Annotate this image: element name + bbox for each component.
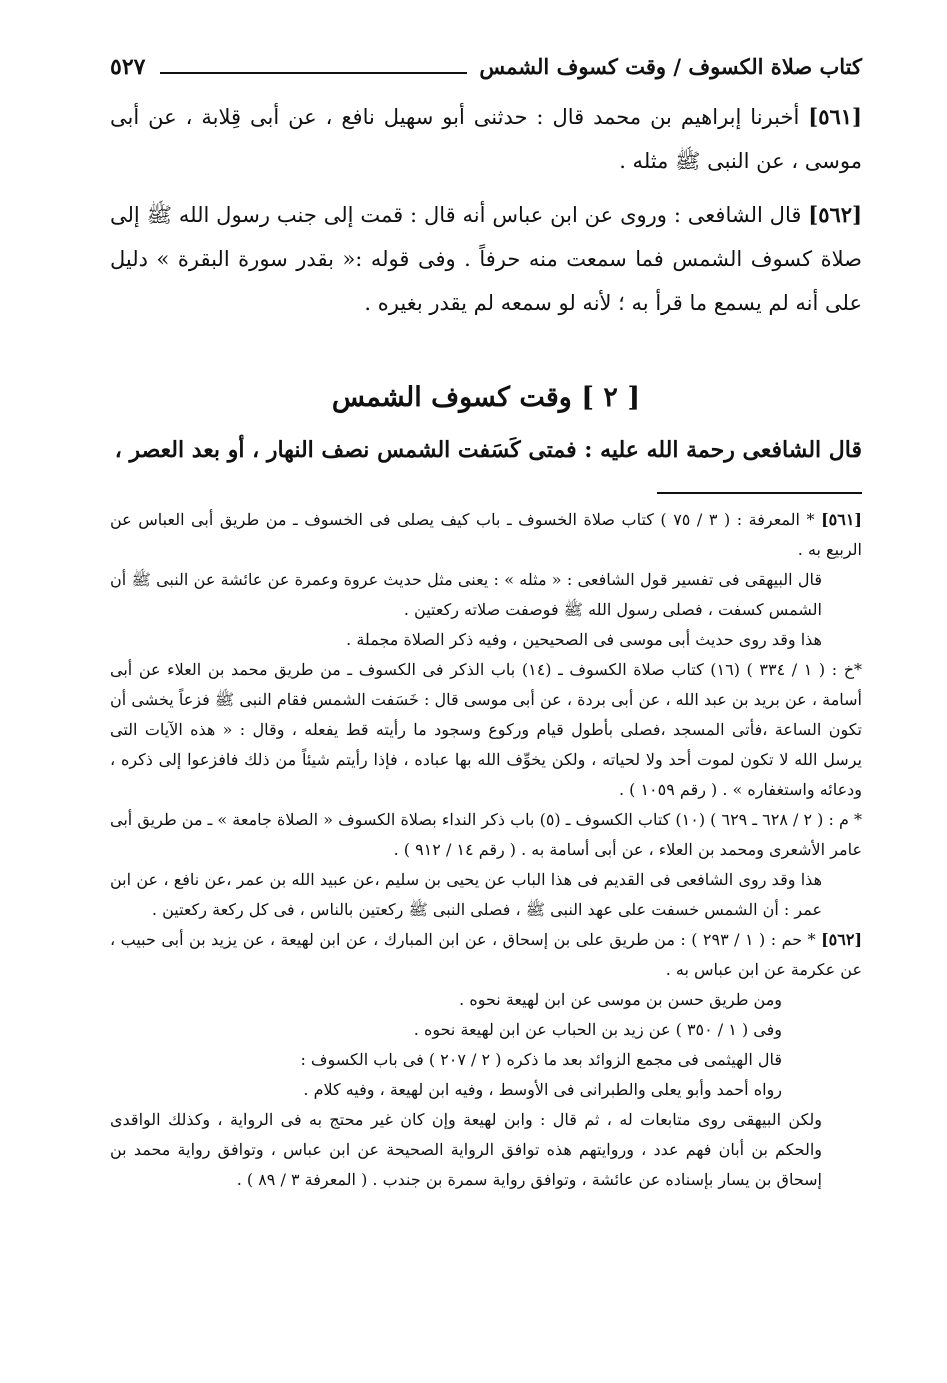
footnote-text: هذا وقد روى حديث أبى موسى فى الصحيحين ، وفيه ذكر الصلاة مجملة . — [346, 630, 822, 649]
footnote-561-head — [110, 505, 862, 565]
footnote-text: * المعرفة : ( ٣ / ٧٥ ) كتاب صلاة الخسوف ـ باب كيف يصلى فى الخسوف ـ من طريق أبى العباس عن الربيع به . — [110, 510, 862, 559]
paragraph-text: قال الشافعى : وروى عن ابن عباس أنه قال : قمت إلى جنب رسول الله ﷺ إلى صلاة كسوف الشمس فما سمعت منه حرفاً . وفى قوله :« بقدر سورة البقرة » دليل على أنه لم يسمع ما قرأ به ؛ لأنه لو سمعه لم يقدر بغيره . — [110, 203, 862, 315]
footnote-text: ومن طريق حسن بن موسى عن ابن لهيعة نحوه . — [459, 990, 782, 1009]
header-title: كتاب صلاة الكسوف / وقت كسوف الشمس — [479, 54, 862, 79]
header-rule — [160, 72, 467, 74]
footnote-562-head — [110, 925, 862, 985]
footnote-text: * م : ( ٢ / ٦٢٨ ـ ٦٢٩ ) (١٠) كتاب الكسوف ـ (٥) باب ذكر النداء بصلاة الكسوف « الصلاة جامعة » ـ من طريق أبى عامر الأشعرى ومحمد بن العلاء ، عن أبى أسامة به . ( رقم ١٤ / ٩١٢ ) . — [110, 810, 862, 859]
footnote-label: [٥٦٢] — [821, 930, 863, 949]
paragraph-number: [٥٦٢] — [808, 202, 862, 227]
section-lead-text: قال الشافعى رحمة الله عليه : فمتى كَسَفت الشمس نصف النهار ، أو بعد العصر ، — [114, 437, 862, 463]
footnote-text: * حم : ( ١ / ٢٩٣ ) : من طريق على بن إسحاق ، عن ابن المبارك ، عن ابن لهيعة ، عن يزيد بن أبى حبيب ، عن عكرمة عن ابن عباس به . — [110, 930, 862, 979]
footnote-text: قال الهيثمى فى مجمع الزوائد بعد ما ذكره ( ٢ / ٢٠٧ ) فى باب الكسوف : — [300, 1050, 782, 1069]
footnote-text: قال البيهقى فى تفسير قول الشافعى : « مثله » : يعنى مثل حديث عروة وعمرة عن عائشة عن النبى ﷺ أن الشمس كسفت ، فصلى رسول الله ﷺ فوصفت صلاته ركعتين . — [110, 570, 823, 619]
paragraph-number: [٥٦١] — [808, 104, 862, 129]
footnotes — [110, 505, 862, 1195]
running-header — [110, 50, 862, 90]
footnote-label: [٥٦١] — [821, 510, 862, 529]
footnote-text: رواه أحمد وأبو يعلى والطبرانى فى الأوسط ، وفيه ابن لهيعة ، وفيه كلام . — [303, 1080, 782, 1099]
paragraph-text: أخبرنا إبراهيم بن محمد قال : حدثنى أبو سهيل نافع ، عن أبى قِلابة ، عن أبى موسى ، عن النبى ﷺ مثله . — [110, 105, 862, 173]
footnote-text: ولكن البيهقى روى متابعات له ، ثم قال : وابن لهيعة وإن كان غير محتج به فى الرواية ، وكذلك الواقدى والحكم بن أبان فهم عدد ، وروايتهم هذه توافق الرواية الصحيحة عن ابن عباس ، وتوافق رواية محمد بن إسحاق بن يسار بإسناده عن عائشة ، وتوافق رواية سمرة بن جندب . ( المعرفة ٣ / ٨٩ ) . — [110, 1110, 822, 1189]
footnote-rule — [657, 492, 862, 494]
footnote-text: *خ : ( ١ / ٣٣٤ ) (١٦) كتاب صلاة الكسوف ـ (١٤) باب الذكر فى الكسوف ـ من طريق محمد بن العلاء عن أبى أسامة ، عن بريد بن عبد الله ، عن أبى بردة ، عن أبى موسى قال : خَسَفت الشمس فقام النبى ﷺ فزعاً يخشى أن تكون الساعة ،فأتى المسجد ،فصلى بأطول قيام وركوع وسجود ما رأيته قط يفعله ، وقال : « هذه الآيات التى يرسل الله لا تكون لموت أحد ولا لحياته ، ولكن يخوِّف الله بها عباده ، فإذا رأيتم شيئاً من ذلك فافزعوا إلى ذكره ، ودعائه واستغفاره » . ( رقم ١٠٥٩ ) . — [110, 660, 863, 799]
section-heading: [ ٢ ] وقت كسوف الشمس — [331, 382, 641, 413]
main-text — [110, 95, 862, 335]
page-number: ٥٢٧ — [110, 54, 146, 80]
footnote-text: وفى ( ١ / ٣٥٠ ) عن زيد بن الحباب عن ابن لهيعة نحوه . — [413, 1020, 782, 1039]
paragraph-562 — [110, 193, 862, 325]
paragraph-561 — [110, 95, 862, 183]
footnote-text: هذا وقد روى الشافعى فى القديم فى هذا الباب عن يحيى بن سليم ،عن عبيد الله بن عمر ،عن نافع ، عن ابن عمر : أن الشمس خسفت على عهد النبى ﷺ ، فصلى النبى ﷺ ركعتين بالناس ، فى كل ركعة ركعتين . — [110, 870, 823, 919]
